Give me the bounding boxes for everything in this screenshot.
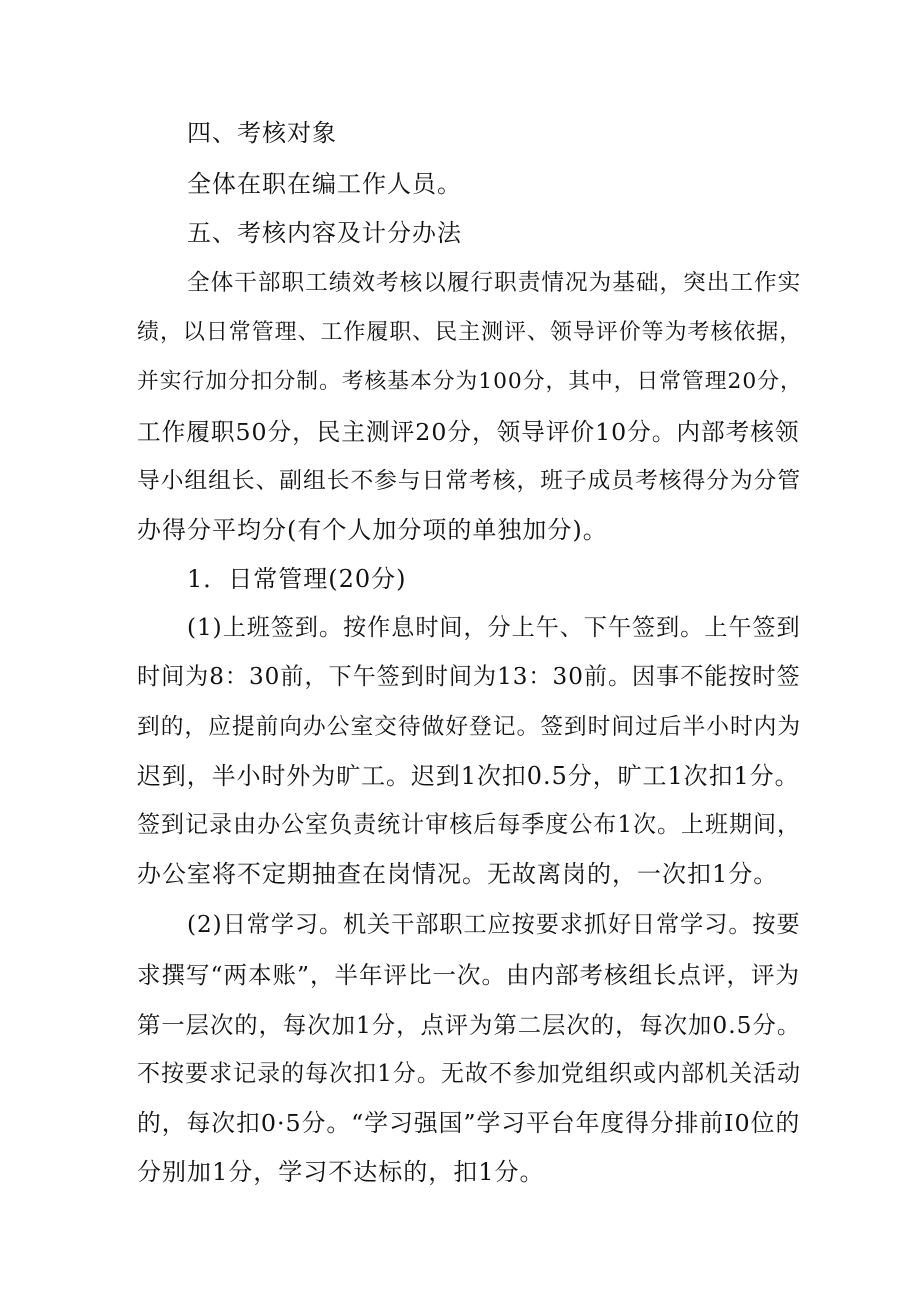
item-2-line: 第一层次的，每次加1分，点评为第二层次的，每次加0.5分。 <box>137 1011 802 1039</box>
item-1-line: 时间为8：30前，下午签到时间为13：30前。因事不能按时签 <box>137 664 801 690</box>
item-1-line: 迟到，半小时外为旷工。迟到1次扣0.5分，旷工1次扣1分。 <box>137 762 800 790</box>
item-2-line: 不按要求记录的每次扣1分。无故不参加党组织或内部机关活动 <box>137 1061 802 1087</box>
item-2-line: (2)日常学习。机关干部职工应按要求抓好日常学习。按要 <box>187 912 801 938</box>
intro-line: 工作履职50分，民主测评20分，领导评价10分。内部考核领 <box>137 418 800 446</box>
intro-line: 并实行加分扣分制。考核基本分为100分，其中，日常管理20分， <box>137 369 803 394</box>
intro-line: 办得分平均分(有个人加分项的单独加分)。 <box>137 516 608 544</box>
intro-line: 导小组组长、副组长不参与日常考核，班子成员考核得分为分管 <box>137 468 802 494</box>
item-2-line: 分别加1分，学习不达标的，扣1分。 <box>137 1158 545 1186</box>
item-1-line: 办公室将不定期抽查在岗情况。无故离岗的，一次扣1分。 <box>137 860 779 888</box>
scope-paragraph: 全体在职在编工作人员。 <box>187 170 462 198</box>
item-2-line: 求撰写“两本账”，半年评比一次。由内部考核组长点评，评为 <box>137 961 801 989</box>
item-1-line: (1)上班签到。按作息时间，分上午、下午签到。上午签到 <box>187 615 801 641</box>
sub-heading-daily-management: 1．日常管理(20分) <box>187 565 407 593</box>
section-heading-4: 四、考核对象 <box>187 119 337 147</box>
intro-line: 绩，以日常管理、工作履职、民主测评、领导评价等为考核依据， <box>137 320 803 345</box>
item-1-line: 到的，应提前向办公室交待做好登记。签到时间过后半小时内为 <box>137 714 802 740</box>
intro-line: 全体干部职工绩效考核以履行职责情况为基础，突出工作实 <box>187 270 802 296</box>
item-2-line: 的，每次扣0·5分。“学习强国”学习平台年度得分排前I0位的 <box>137 1109 801 1137</box>
section-heading-5: 五、考核内容及计分办法 <box>187 219 462 247</box>
item-1-line: 签到记录由办公室负责统计审核后每季度公布1次。上班期间， <box>137 812 802 838</box>
